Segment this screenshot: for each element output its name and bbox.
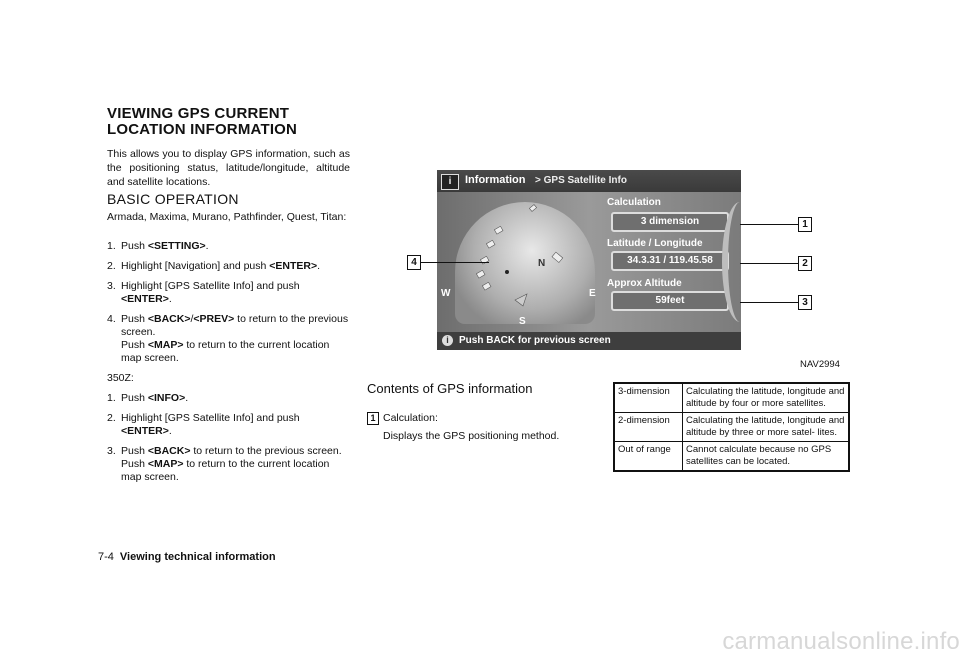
latlon-value: 34.3.31 / 119.45.58 [611,251,729,271]
gps-screen-image [437,170,741,350]
step-350z-1: 1. Push <INFO>. [107,392,189,404]
step-2: 2. Highlight [Navigation] and push <ENTER>. [107,260,321,272]
screen-title: Information [465,174,526,186]
screen-footer [437,332,741,350]
callout-1: 1 [798,217,812,232]
altitude-label: Approx Altitude [607,278,682,289]
table-row: Out of range Cannot calculate because no GPS satellites can be located. [614,442,849,472]
table-row: 3-dimension Calculating the latitude, longitude and altitude by four or more satellites. [614,383,849,413]
section-title: Viewing technical information [119,551,276,563]
step-3: 3. Highlight [GPS Satellite Info] and push <ENTER>. [107,280,300,305]
callout-4-leader [421,262,489,263]
compass-west: W [441,288,451,299]
page-heading: VIEWING GPS CURRENT LOCATION INFORMATION [107,105,298,138]
callout-2-leader [740,263,798,264]
callout-4: 4 [407,255,421,270]
table-row: 2-dimension Calculating the latitude, longitude and altitude by three or more satel- lites. [614,413,849,442]
intro-text: This allows you to display GPS information, such as the positioning status, latitude/longitude, altitude and satellite locations. [107,148,350,188]
callout-3-leader [740,302,798,303]
step-350z-3-sub: Push <MAP> to return to the current location map screen. [121,458,330,483]
step-350z-3: 3. Push <BACK> to return to the previous screen. Push <MAP> to return to the current location map screen. [107,445,352,484]
altitude-value: 59feet [611,291,729,311]
calculation-label: Calculation [607,197,661,208]
latlon-label: Latitude / Longitude [607,238,703,249]
screen-footer-text: Push BACK for previous screen [459,335,611,346]
item-1-description: Displays the GPS positioning method. [383,430,560,442]
page-footer [98,551,276,563]
step-4-sub: Push <MAP> to return to the current location map screen. [121,339,330,364]
figure-code: NAV2994 [800,359,840,370]
screen-breadcrumb: > GPS Satellite Info [535,175,627,186]
step-4: 4. Push <BACK>/<PREV> to return to the previous screen. Push <MAP> to return to the current location map screen. [107,313,352,365]
info-icon: i [442,335,453,346]
info-icon: i [441,174,459,190]
compass-north: N [538,258,546,269]
basic-operation-heading: BASIC OPERATION [107,191,239,207]
callout-2: 2 [798,256,812,271]
contents-heading: Contents of GPS information [367,381,533,396]
gps-calculation-table [613,382,850,472]
step-1: 1. Push <SETTING>. [107,240,209,252]
compass-south: S [519,316,526,327]
callout-3: 3 [798,295,812,310]
screen-title-bar [437,170,741,192]
steps-section [107,240,352,491]
satellite-dome [455,202,595,324]
models-list-1: Armada, Maxima, Murano, Pathfinder, Quest, Titan: [107,211,347,223]
item-1-label: Calculation: [383,412,438,424]
callout-1-leader [740,224,798,225]
page-number: 7-4 [98,551,114,563]
models-list-2: 350Z: [107,372,134,384]
watermark: carmanualsonline.info [722,628,960,655]
step-350z-2: 2. Highlight [GPS Satellite Info] and push <ENTER>. [107,412,300,437]
calculation-value: 3 dimension [611,212,729,232]
item-1-number: 1 [367,412,379,425]
satellite-markers [455,202,595,324]
compass-east: E [589,288,596,299]
